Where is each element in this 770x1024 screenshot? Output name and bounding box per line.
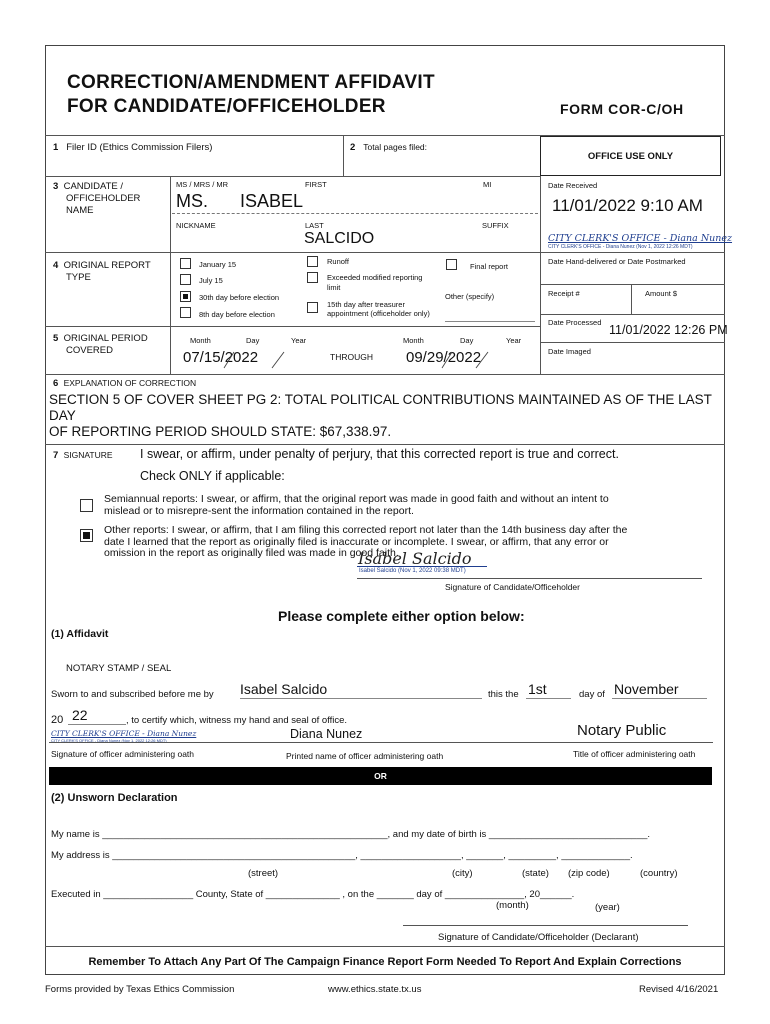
other-reports-text: Other reports: I swear, or affirm, that I am filing this corrected report not later than the 14th business day after the date I learned that the report as originally filed is inaccurate or incomplete. I swear, or affirm, that any error or omission in the report as originally filed was made in good faith.: [104, 524, 628, 559]
divider: [540, 284, 725, 285]
swear-statement: I swear, or affirm, under penalty of perjury, that this corrected report is true and correct.: [140, 447, 619, 461]
footer-left: Forms provided by Texas Ethics Commission: [45, 984, 235, 995]
office-stamp-sub: CITY CLERK'S OFFICE - Diana Nunez (Nov 1, 2022 12:26 MDT): [548, 244, 693, 250]
checkbox-runoff[interactable]: [307, 256, 318, 267]
last-label: LAST: [305, 221, 324, 230]
divider: [540, 314, 725, 315]
period-to-value: 09/29/2022: [406, 349, 482, 366]
or-label: OR: [374, 771, 387, 781]
option-final-report: Final report: [470, 262, 508, 271]
month-caption: (month): [496, 900, 529, 911]
first-label: FIRST: [305, 180, 327, 189]
date-received-label: Date Received: [548, 181, 598, 190]
divider: [45, 374, 725, 375]
prefix-label: MS / MRS / MR: [176, 180, 229, 189]
date-slash-marks: [440, 348, 500, 372]
to-year-label: Year: [506, 336, 522, 345]
divider: [170, 176, 171, 374]
other-specify-line[interactable]: [445, 321, 535, 322]
signer-sub: Isabel Salcido (Nov 1, 2022 09:38 MDT): [359, 568, 466, 574]
signature-line: [357, 578, 702, 579]
suffix-label: SUFFIX: [482, 221, 509, 230]
year-value[interactable]: 22: [72, 707, 88, 723]
date-slash-marks: [222, 348, 292, 372]
officer-stamp-sub: CITY CLERK'S OFFICE - Diana Nunez (Nov 1, 2022 12:26 MDT): [51, 738, 167, 743]
signature-caption: Signature of Candidate/Officeholder: [445, 582, 580, 592]
checkbox-15th-day[interactable]: [307, 302, 318, 313]
form-title-line2: FOR CANDIDATE/OFFICEHOLDER: [67, 96, 386, 117]
prefix-value: MS.: [176, 191, 209, 211]
divider: [343, 135, 344, 176]
form-title-line1: CORRECTION/AMENDMENT AFFIDAVIT: [67, 72, 435, 93]
year-line: [68, 724, 126, 725]
processed-label: Date Processed: [548, 318, 602, 327]
checkbox-semiannual[interactable]: [80, 499, 93, 512]
semiannual-text: Semiannual reports: I swear, or affirm, that the original report was made in good faith and without an intent to mislead or to misrepre-sent the information contained in the report.: [104, 493, 609, 517]
sworn-label: Sworn to and subscribed before me by: [51, 689, 214, 700]
checkbox-final-report[interactable]: [446, 259, 457, 270]
divider: [45, 326, 540, 327]
to-day-label: Day: [460, 336, 474, 345]
declarant-signature-caption: Signature of Candidate/Officeholder (Declarant): [438, 932, 639, 943]
imaged-label: Date Imaged: [548, 347, 591, 356]
divider: [540, 342, 725, 343]
to-month-label: Month: [403, 336, 424, 345]
notary-stamp-label: NOTARY STAMP / SEAL: [66, 663, 172, 674]
title-caption: Title of officer administering oath: [573, 749, 696, 759]
state-caption: (state): [522, 868, 549, 879]
form-code: FORM COR-C/OH: [560, 101, 684, 117]
divider: [172, 213, 538, 214]
day-of-label: day of: [579, 689, 605, 700]
office-stamp: CITY CLERK'S OFFICE - Diana Nunez: [548, 233, 733, 244]
checkbox-july15[interactable]: [180, 274, 191, 285]
footer-revised: Revised 4/16/2021: [639, 984, 719, 995]
candidate-signature[interactable]: Isabel Salcido: [358, 549, 472, 568]
period-from-value: 07/15/2022: [183, 349, 259, 366]
divider: [45, 444, 725, 445]
year-caption: (year): [595, 902, 620, 913]
first-name-value: ISABEL: [240, 191, 304, 211]
option-8th-day: 8th day before election: [199, 310, 275, 319]
address-line[interactable]: My address is ______________________________________________, ___________________, _______, _________, _____________.: [51, 850, 633, 861]
certify-text: , to certify which, witness my hand and seal of office.: [126, 715, 348, 726]
footer-website[interactable]: www.ethics.state.tx.us: [328, 984, 422, 995]
sworn-name[interactable]: Isabel Salcido: [240, 681, 328, 697]
date-received-value: 11/01/2022 9:10 AM: [552, 196, 703, 215]
year-prefix: 20: [51, 714, 64, 726]
option-30th-day: 30th day before election: [199, 293, 280, 302]
last-name-value: SALCIDO: [304, 230, 375, 247]
check-only-label: Check ONLY if applicable:: [140, 469, 285, 483]
mi-label: MI: [483, 180, 492, 189]
month-value[interactable]: November: [614, 681, 679, 697]
checkbox-january15[interactable]: [180, 258, 191, 269]
option-exceeded: Exceeded modified reporting limit: [327, 273, 423, 292]
day-line: [526, 698, 571, 699]
checkbox-other-reports[interactable]: [80, 529, 93, 542]
divider: [631, 284, 632, 314]
name-birth-line[interactable]: My name is ______________________________________________________, and my date of birth is ______________________________.: [51, 829, 651, 840]
executed-line[interactable]: Executed in _________________ County, State of ______________ , on the _______ day of _______________, 20______.: [51, 889, 575, 900]
unsworn-heading: (2) Unsworn Declaration: [51, 792, 178, 804]
zip-caption: (zip code): [568, 868, 610, 879]
month-line: [612, 698, 707, 699]
affidavit-heading: (1) Affidavit: [51, 628, 109, 640]
reminder: Remember To Attach Any Part Of The Campaign Finance Report Form Needed To Report And Explain Corrections: [88, 956, 682, 968]
divider: [540, 252, 725, 253]
section2-label: 2 Total pages filed:: [350, 142, 428, 153]
option-other: Other (specify): [445, 292, 495, 301]
checkbox-exceeded[interactable]: [307, 272, 318, 283]
printed-name-caption: Printed name of officer administering oath: [286, 751, 444, 761]
receipt-label: Receipt #: [548, 289, 580, 298]
option-january15: January 15: [199, 260, 237, 269]
section5-label: 5 ORIGINAL PERIOD COVERED: [53, 333, 148, 356]
divider: [45, 946, 725, 947]
section1-label: 1 Filer ID (Ethics Commission Filers): [53, 142, 213, 153]
divider: [45, 252, 540, 253]
section6-label: 6 EXPLANATION OF CORRECTION: [53, 378, 197, 389]
from-month-label: Month: [190, 336, 211, 345]
declarant-signature-line[interactable]: [403, 925, 688, 926]
checkbox-30th-day[interactable]: [180, 291, 191, 302]
processed-value: 11/01/2022 12:26 PM: [609, 323, 728, 337]
option-15th-day: 15th day after treasurer appointment (officeholder only): [327, 300, 430, 318]
city-caption: (city): [452, 868, 473, 879]
day-value[interactable]: 1st: [528, 681, 547, 697]
option-july15: July 15: [199, 276, 223, 285]
street-caption: (street): [248, 868, 279, 879]
title-value[interactable]: Notary Public: [577, 722, 667, 739]
divider: [45, 176, 540, 177]
from-year-label: Year: [291, 336, 307, 345]
explanation-text: SECTION 5 OF COVER SHEET PG 2: TOTAL POLITICAL CONTRIBUTIONS MAINTAINED AS OF THE LAST DAY OF REPORTING PERIOD SHOULD STATE: $67,338.97.: [49, 392, 712, 439]
section4-label: 4 ORIGINAL REPORT TYPE: [53, 260, 151, 283]
nickname-label: NICKNAME: [176, 221, 216, 230]
printed-name[interactable]: Diana Nunez: [290, 727, 363, 741]
option-runoff: Runoff: [327, 257, 349, 266]
officer-stamp: CITY CLERK'S OFFICE - Diana Nunez: [51, 729, 197, 738]
office-use-title: OFFICE USE ONLY: [587, 151, 674, 162]
through-label: THROUGH: [330, 352, 373, 362]
signature-underline: [357, 566, 487, 567]
from-day-label: Day: [246, 336, 260, 345]
sworn-name-line: [240, 698, 482, 699]
country-caption: (country): [640, 868, 678, 879]
section3-label: 3 CANDIDATE / OFFICEHOLDER NAME: [53, 181, 141, 216]
officer-signature-caption: Signature of officer administering oath: [51, 749, 195, 759]
amount-label: Amount $: [645, 289, 678, 298]
section7-label: 7 SIGNATURE: [53, 450, 113, 461]
hand-delivered-label: Date Hand-delivered or Date Postmarked: [548, 257, 686, 266]
officer-line: [49, 742, 713, 743]
divider: [540, 176, 541, 374]
options-heading: Please complete either option below:: [278, 608, 525, 624]
checkbox-8th-day[interactable]: [180, 307, 191, 318]
this-the-label: this the: [488, 689, 519, 700]
